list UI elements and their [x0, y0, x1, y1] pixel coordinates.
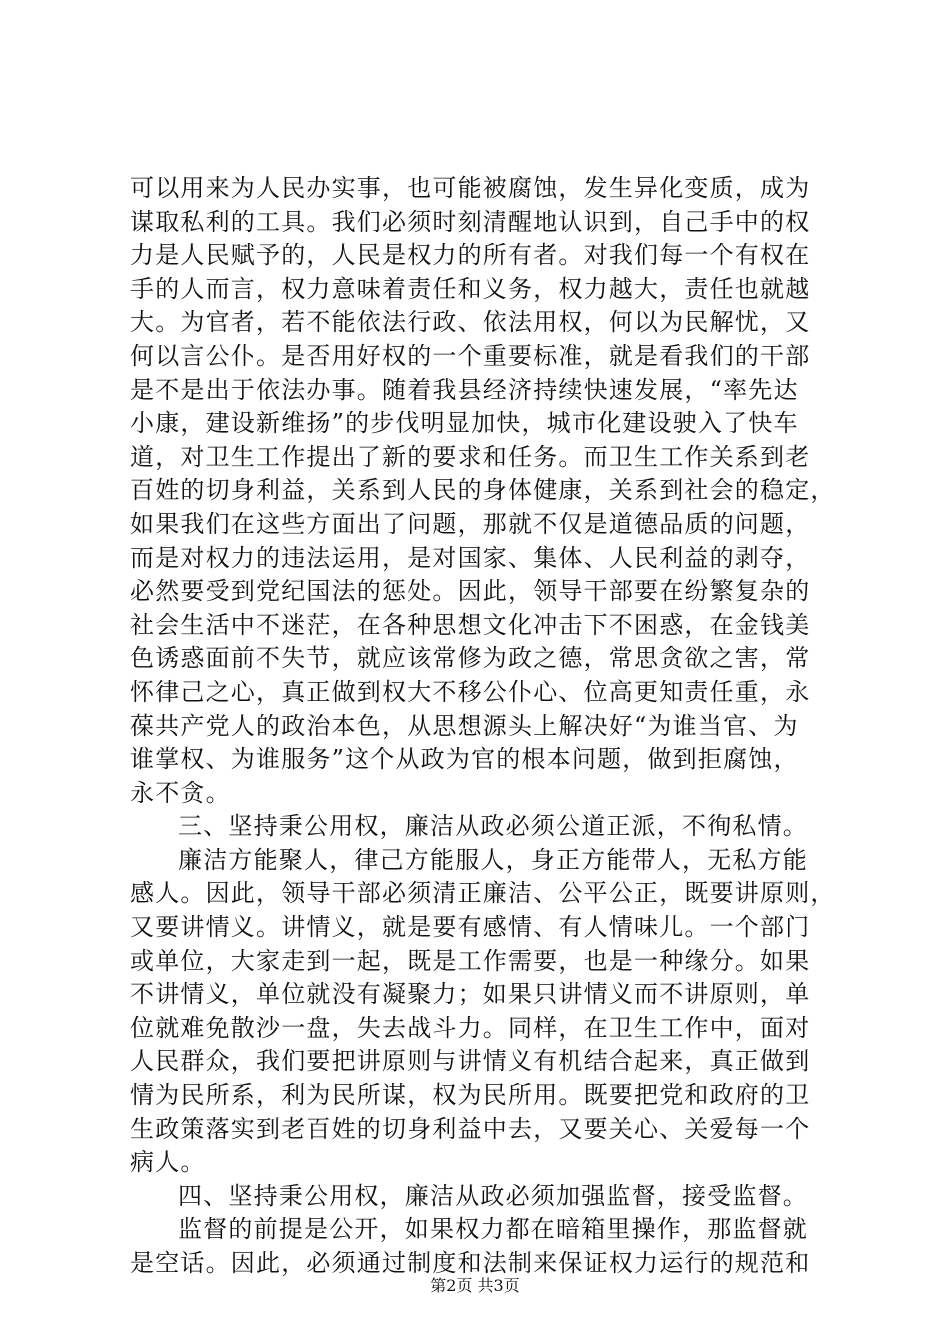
text-line: 社会生活中不迷茫，在各种思想文化冲击下不困惑，在金钱美 [130, 610, 811, 639]
section-heading: 四、坚持秉公用权，廉洁从政必须加强监督，接受监督。 [178, 1181, 808, 1210]
paragraph-first-line: 监督的前提是公开，如果权力都在暗箱里操作，那监督就 [178, 1215, 808, 1244]
text-line: 小康，建设新维扬”的步伐明显加快，城市化建设驶入了快车 [130, 409, 799, 438]
text-line: 手的人而言，权力意味着责任和义务，权力越大，责任也就越 [130, 274, 811, 303]
document-body [130, 172, 836, 1281]
text-line: 何以言公仆。是否用好权的一个重要标准，就是看我们的干部 [130, 341, 811, 370]
text-line: 力是人民赋予的，人民是权力的所有者。对我们每一个有权在 [130, 241, 811, 270]
text-line: 永不贪。 [130, 778, 231, 807]
text-line: 可以用来为人民办实事，也可能被腐蚀，发生异化变质，成为 [130, 174, 811, 202]
text-line: 感人。因此，领导干部必须清正廉洁、公平公正，既要讲原则， [130, 879, 836, 908]
text-line: 又要讲情义。讲情义，就是要有感情、有人情味儿。一个部门 [130, 913, 811, 942]
text-line: 如果我们在这些方面出了问题，那就不仅是道德品质的问题， [130, 509, 811, 538]
text-line: 生政策落实到老百姓的切身利益中去，又要关心、关爱每一个 [130, 1114, 811, 1143]
text-line: 大。为官者，若不能依法行政、依法用权，何以为民解忧，又 [130, 308, 811, 337]
paragraph-first-line: 廉洁方能聚人，律己方能服人，身正方能带人，无私方能 [178, 845, 808, 874]
text-line: 道，对卫生工作提出了新的要求和任务。而卫生工作关系到老 [130, 442, 811, 471]
text-line: 葆共产党人的政治本色，从思想源头上解决好“为谁当官、为 [130, 711, 799, 740]
text-line: 谋取私利的工具。我们必须时刻清醒地认识到，自己手中的权 [130, 207, 811, 236]
text-line: 情为民所系，利为民所谋，权为民所用。既要把党和政府的卫 [130, 1081, 811, 1110]
text-line: 必然要受到党纪国法的惩处。因此，领导干部要在纷繁复杂的 [130, 577, 811, 606]
section-heading: 三、坚持秉公用权，廉洁从政必须公道正派，不徇私情。 [178, 812, 808, 841]
text-line: 不讲情义，单位就没有凝聚力；如果只讲情义而不讲原则，单 [130, 980, 811, 1009]
text-line: 怀律己之心，真正做到权大不移公仆心、位高更知责任重，永 [130, 677, 811, 706]
text-line: 是不是出于依法办事。随着我县经济持续快速发展，“率先达 [130, 375, 799, 404]
text-line: 谁掌权、为谁服务”这个从政为官的根本问题，做到拒腐蚀， [130, 745, 799, 774]
text-line: 病人。 [130, 1148, 206, 1177]
text-line: 或单位，大家走到一起，既是工作需要，也是一种缘分。如果 [130, 946, 811, 975]
text-line: 是空话。因此，必须通过制度和法制来保证权力运行的规范和 [130, 1249, 811, 1277]
text-line: 而是对权力的违法运用，是对国家、集体、人民利益的剥夺， [130, 543, 811, 572]
text-line: 百姓的切身利益，关系到人民的身体健康，关系到社会的稳定， [130, 476, 836, 505]
text-line: 色诱惑面前不失节，就应该常修为政之德，常思贪欲之害，常 [130, 644, 811, 673]
text-line: 位就难免散沙一盘，失去战斗力。同样，在卫生工作中，面对 [130, 1013, 811, 1042]
page-number-footer: 第2页 共3页 [430, 1276, 520, 1295]
text-line: 人民群众，我们要把讲原则与讲情义有机结合起来，真正做到 [130, 1047, 811, 1076]
